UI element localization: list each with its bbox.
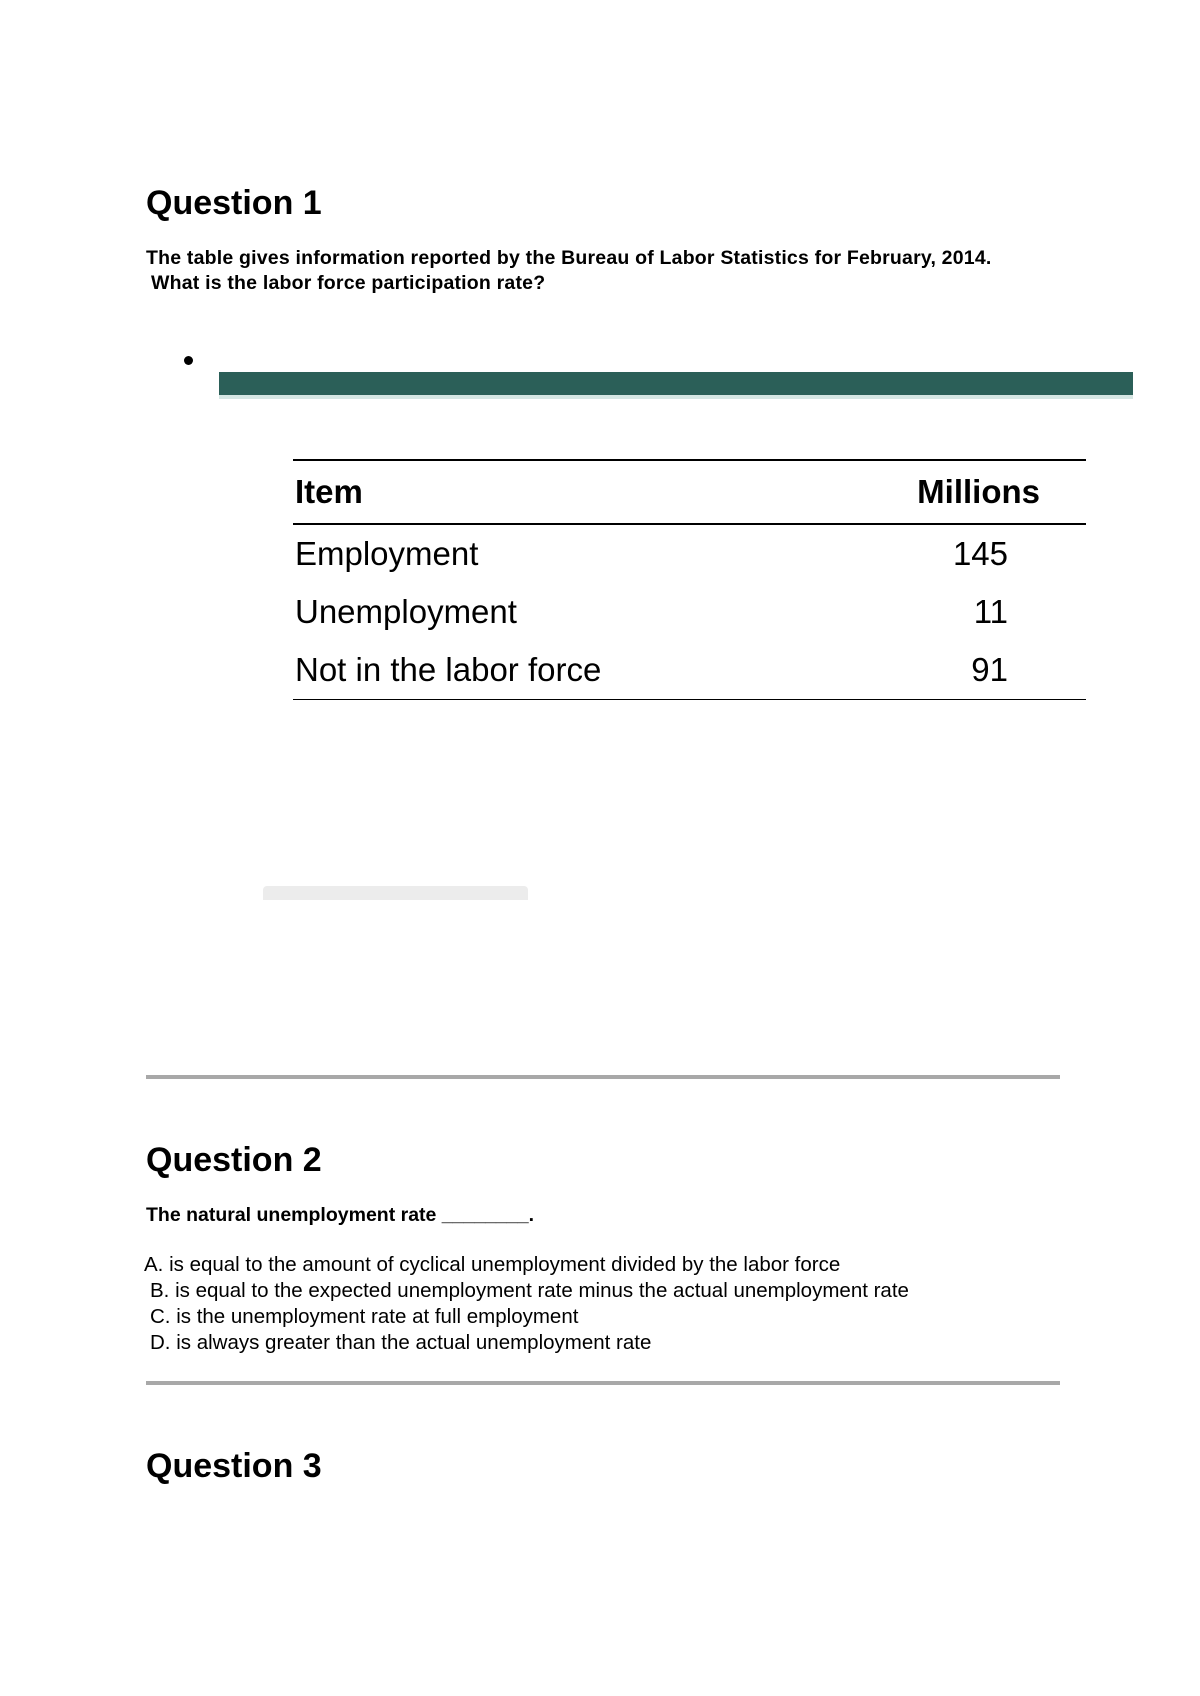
section-divider xyxy=(146,1381,1060,1385)
option-d: D. is always greater than the actual unemployment rate xyxy=(150,1331,652,1354)
question-2-options xyxy=(144,1252,909,1356)
row-item-label: Unemployment xyxy=(295,593,517,630)
row-value: 145 xyxy=(952,535,1008,572)
question-1-prompt-line-1: The table gives information reported by the Bureau of Labor Statistics for February, 2014. xyxy=(146,247,992,269)
question-1-prompt-line-2: What is the labor force participation rate? xyxy=(151,272,546,294)
row-item-label: Not in the labor force xyxy=(295,651,602,688)
option-b: B. is equal to the expected unemployment rate minus the actual unemployment rate xyxy=(150,1279,909,1302)
row-value: 11 xyxy=(973,593,1008,630)
question-2-prompt: The natural unemployment rate ________. xyxy=(146,1204,534,1226)
option-c: C. is the unemployment rate at full employment xyxy=(150,1305,579,1328)
table-header-row xyxy=(293,461,1086,525)
row-item-label: Employment xyxy=(295,535,479,572)
question-1-prompt xyxy=(146,246,1046,296)
labor-data-table xyxy=(293,459,1086,700)
faded-answer-box xyxy=(263,886,528,900)
table-row xyxy=(293,583,1086,641)
bullet-icon xyxy=(184,356,193,365)
table-row xyxy=(293,641,1086,700)
option-a: A. is equal to the amount of cyclical unemployment divided by the labor force xyxy=(144,1253,841,1276)
question-3-heading: Question 3 xyxy=(146,1447,322,1485)
table-row xyxy=(293,525,1086,583)
column-header-item: Item xyxy=(295,473,363,510)
section-divider xyxy=(146,1075,1060,1079)
question-2-heading: Question 2 xyxy=(146,1141,322,1179)
table-banner xyxy=(219,372,1133,395)
column-header-millions: Millions xyxy=(917,473,1040,510)
table-banner-shadow xyxy=(219,395,1133,399)
row-value: 91 xyxy=(971,651,1008,688)
question-1-heading: Question 1 xyxy=(146,184,322,222)
